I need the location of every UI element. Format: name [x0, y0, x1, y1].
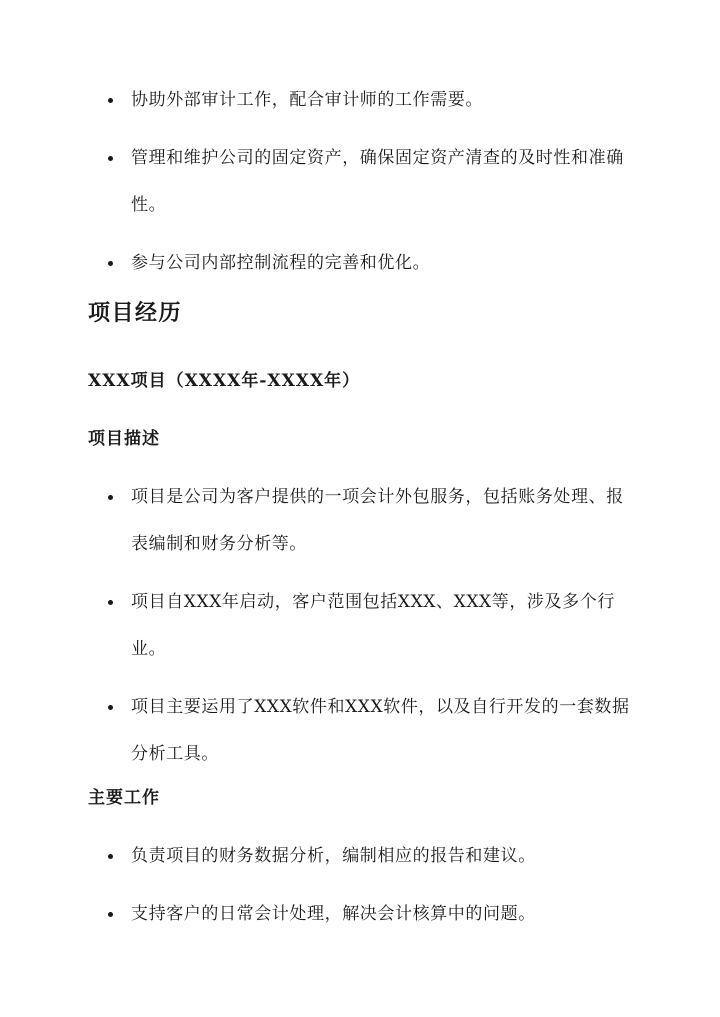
list-item [0, 135, 720, 229]
description-list [0, 474, 720, 789]
project-title: XXX项目（XXXX年-XXXX年） [88, 371, 361, 391]
bullet-icon [108, 156, 113, 161]
bullet-icon [108, 600, 113, 605]
bullet-icon [108, 98, 113, 103]
top-bullet-list [0, 77, 720, 298]
list-item [0, 891, 720, 938]
work-list [0, 833, 720, 949]
bullet-icon [108, 854, 113, 859]
list-item-text: 项目自XXX年启动，客户范围包括XXX、XXX等，涉及多个行业。 [131, 592, 615, 659]
bullet-icon [108, 261, 113, 266]
section-title: 项目经历 [88, 300, 183, 326]
list-item [0, 833, 720, 880]
list-item-text: 项目主要运用了XXX软件和XXX软件，以及自行开发的一套数据分析工具。 [131, 697, 630, 764]
list-item-text: 参与公司内部控制流程的完善和优化。 [131, 253, 431, 273]
list-item-text: 负责项目的财务数据分析，编制相应的报告和建议。 [131, 846, 536, 866]
list-item [0, 474, 720, 568]
list-item-text: 项目是公司为客户提供的一项会计外包服务，包括账务处理、报表编制和财务分析等。 [131, 487, 624, 554]
list-item [0, 77, 720, 124]
bullet-icon [108, 705, 113, 710]
list-item [0, 240, 720, 287]
bullet-icon [108, 495, 113, 500]
list-item-text: 管理和维护公司的固定资产，确保固定资产清查的及时性和准确性。 [131, 148, 624, 215]
list-item [0, 684, 720, 778]
work-heading: 主要工作 [88, 788, 160, 808]
bullet-icon [108, 912, 113, 917]
description-heading: 项目描述 [88, 429, 160, 449]
list-item [0, 579, 720, 673]
list-item-text: 协助外部审计工作，配合审计师的工作需要。 [131, 90, 483, 110]
list-item-text: 支持客户的日常会计处理，解决会计核算中的问题。 [131, 904, 536, 924]
